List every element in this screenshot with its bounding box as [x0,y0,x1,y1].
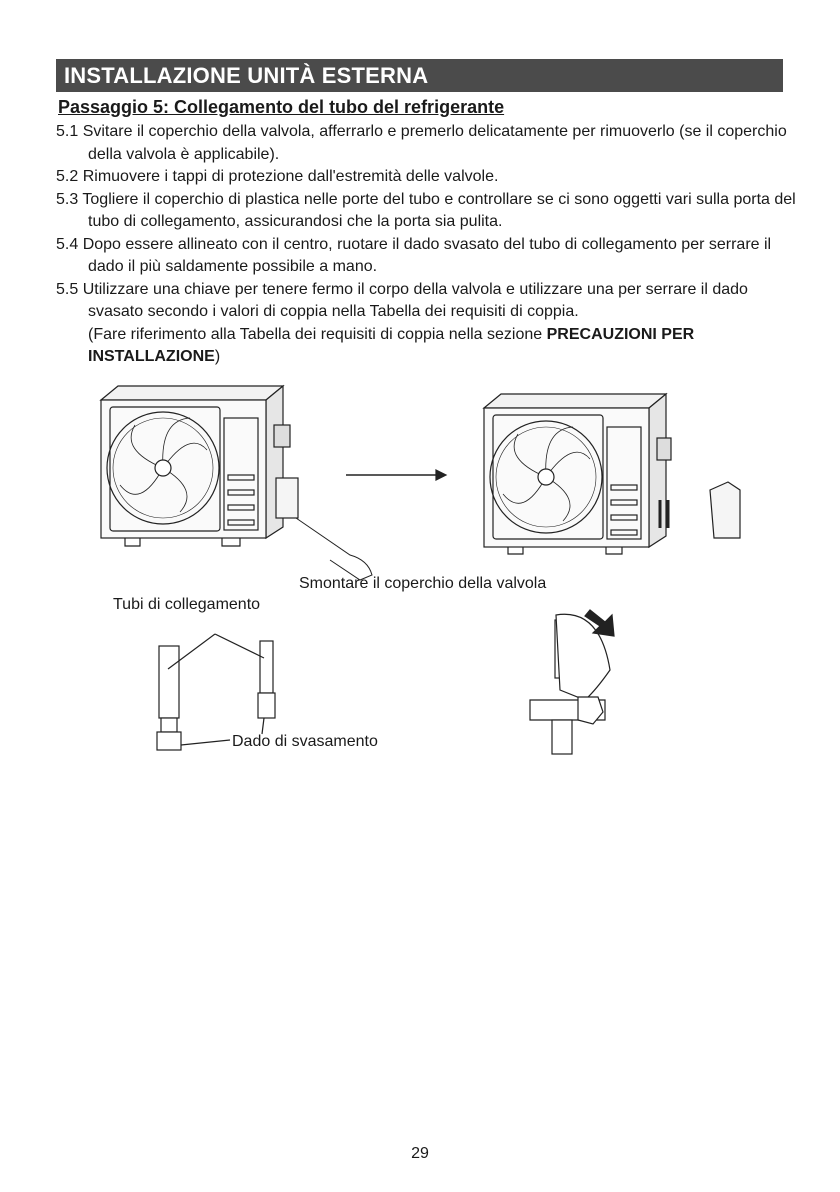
wrench-icon [530,610,614,754]
illustration [0,370,840,770]
note-suffix: ) [214,348,221,365]
step-item [56,234,796,279]
note-prefix: (Fare riferimento alla Tabella dei requisiti di coppia nella sezione [88,325,547,343]
step-text: Utilizzare una chiave per tenere fermo il corpo della valvola e utilizzare una per serrare il dado svasato secondo i valori di coppia nella Tabella dei requisiti di coppia. [82,280,748,320]
arrow-right-icon [346,470,446,480]
page-number: 29 [411,1145,429,1162]
reference-note [56,324,796,369]
step-item [56,166,796,189]
step-title: Passaggio 5: Collegamento del tubo del refrigerante [58,97,505,117]
label-connecting-pipes: Tubi di collegamento [113,596,261,613]
label-flare-nut: Dado di svasamento [232,733,378,750]
step-text: Dopo essere allineato con il centro, ruotare il dado svasato del tubo di collegamento per serrare il dado il più saldamente possibile a mano. [82,235,772,275]
note-emphasis: PRECAUZIONI PER INSTALLAZIONE [88,325,695,365]
step-item [56,279,796,324]
step-item [56,121,796,166]
step-text: Svitare il coperchio della valvola, afferrarlo e premerlo delicatamente per rimuoverlo (se il coperchio della valvola è applicabile). [82,123,787,163]
valve-cover-icon [710,482,740,538]
outdoor-unit-icon [484,394,671,554]
outdoor-unit-icon [101,386,372,580]
step-number: 5.5 [56,280,79,298]
step-number: 5.3 [56,190,79,208]
section-title: INSTALLAZIONE UNITÀ ESTERNA [56,59,783,92]
installation-figure [0,370,840,770]
step-item [56,189,796,234]
step-number: 5.2 [56,168,79,185]
step-text: Togliere il coperchio di plastica nelle porte del tubo e controllare se ci sono oggetti vari sulla porta del tubo di collegamento, assicurandosi che la porta sia pulita. [82,190,796,230]
step-text: Rimuovere i tappi di protezione dall'estremità delle valvole. [82,168,499,185]
step-number: 5.1 [56,123,79,140]
step-number: 5.4 [56,235,79,253]
step-list [56,121,796,369]
caption-remove-cover: Smontare il coperchio della valvola [299,575,547,592]
